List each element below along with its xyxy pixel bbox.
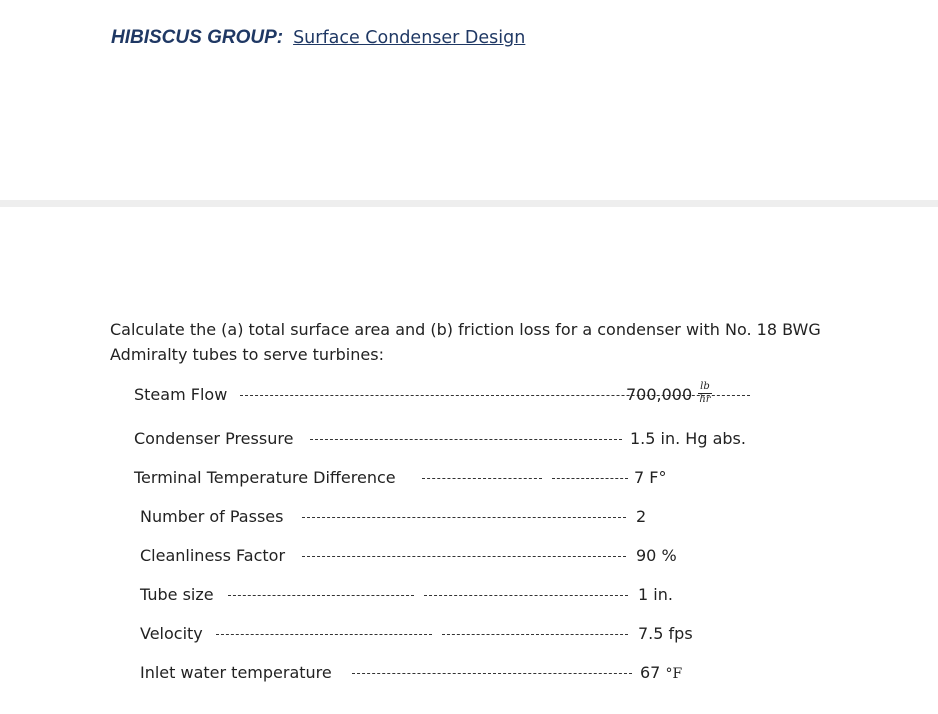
given-row-cleanliness-factor <box>140 545 780 567</box>
given-value: 1 in. <box>638 585 673 604</box>
given-label: Velocity <box>140 624 203 643</box>
given-label: Cleanliness Factor <box>140 546 286 565</box>
value-number: 700,000 <box>626 385 693 404</box>
given-row-tube-size <box>140 584 780 606</box>
leader-dashes <box>302 517 626 518</box>
given-row-number-of-passes <box>140 506 780 528</box>
given-label: Tube size <box>140 585 214 604</box>
group-name: HIBISCUS GROUP: <box>111 27 284 48</box>
unit-denominator: hr <box>699 394 711 405</box>
given-row-steam-flow <box>134 381 774 406</box>
given-value <box>640 662 682 685</box>
given-value: 7.5 fps <box>638 624 693 643</box>
given-row-terminal-temperature-difference <box>134 467 774 489</box>
given-value: 1.5 in. Hg abs. <box>630 429 746 448</box>
unit-fraction <box>698 382 712 405</box>
leader-dashes <box>216 634 432 635</box>
given-value: 7 F° <box>634 468 667 487</box>
given-row-condenser-pressure <box>134 428 774 450</box>
leader-dashes <box>310 439 622 440</box>
given-label: Inlet water temperature <box>140 663 332 682</box>
leader-dashes <box>424 595 628 596</box>
given-value: 2 <box>636 507 647 526</box>
leader-dashes <box>442 634 628 635</box>
leader-dashes <box>352 673 632 674</box>
document-header <box>111 27 525 49</box>
leader-dashes <box>302 556 626 557</box>
document-title: Surface Condenser Design <box>293 28 526 48</box>
given-label: Condenser Pressure <box>134 429 294 448</box>
given-label: Steam Flow <box>134 385 228 404</box>
unit-numerator: lb <box>700 381 710 392</box>
leader-dashes <box>552 478 628 479</box>
given-label: Number of Passes <box>140 507 284 526</box>
given-value <box>626 381 712 407</box>
given-value: 90 % <box>636 546 677 565</box>
given-label: Terminal Temperature Difference <box>134 468 396 487</box>
value-number: 67 <box>640 663 661 682</box>
given-row-inlet-water-temperature <box>140 662 780 684</box>
section-divider <box>0 200 938 207</box>
given-row-velocity <box>140 623 780 645</box>
leader-dashes <box>228 595 414 596</box>
problem-statement: Calculate the (a) total surface area and (b) friction loss for a condenser with No. 18 BWG Admiralty tubes to serve turbines: <box>110 320 821 364</box>
value-unit: °F <box>665 666 683 682</box>
leader-dashes <box>422 478 542 479</box>
